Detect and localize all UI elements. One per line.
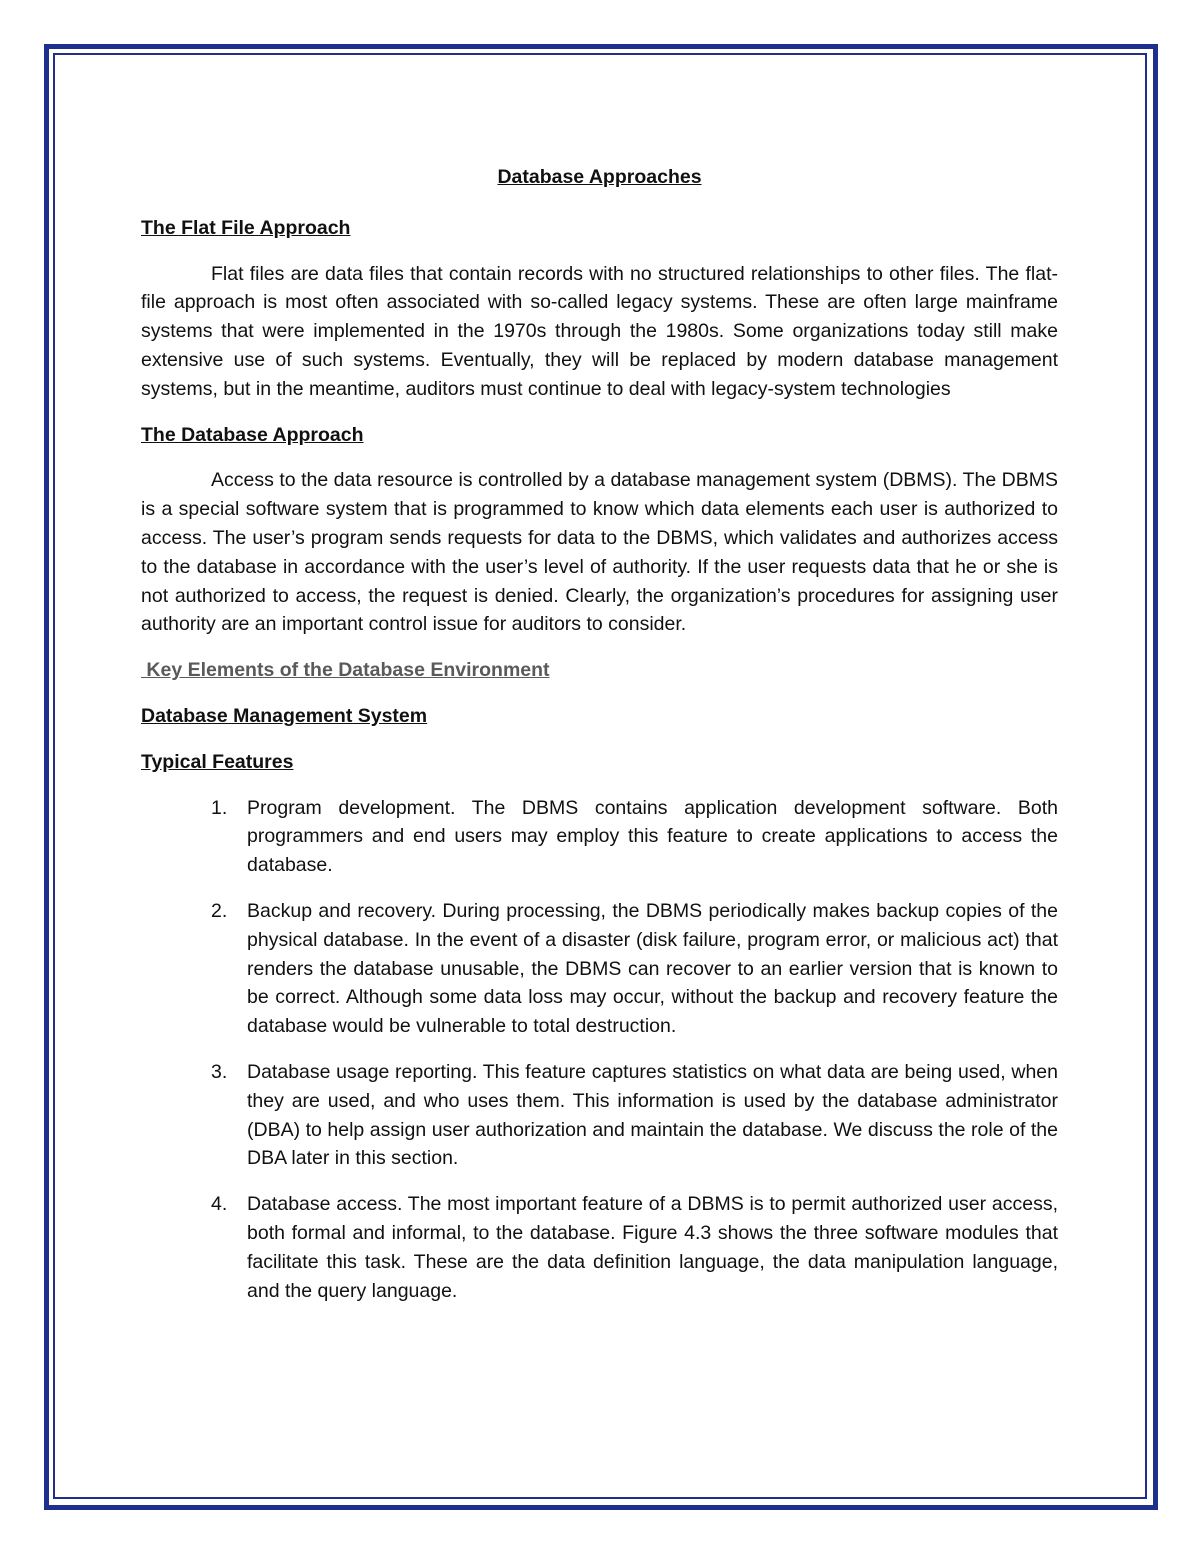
heading-typical-features: Typical Features — [141, 750, 294, 773]
feature-item — [211, 1190, 1058, 1305]
heading-key-elements: Key Elements of the Database Environment — [141, 659, 550, 682]
feature-number: 3. — [211, 1060, 228, 1083]
feature-item — [211, 1058, 1058, 1173]
feature-number: 4. — [211, 1193, 228, 1216]
feature-item — [211, 897, 1058, 1041]
feature-text: Program development. The DBMS contains application development software. Both programmers and end users may employ this feature to create applications to access the database. — [247, 796, 1058, 877]
feature-number: 2. — [211, 899, 228, 922]
typical-features-list — [141, 794, 1058, 1306]
feature-text: Database access. The most important feature of a DBMS is to permit authorized user access, both formal and informal, to the database. Figure 4.3 shows the three software modules that facilitate this task. These are the data definition language, the data manipulation language, and the query language. — [247, 1193, 1058, 1302]
feature-number: 1. — [211, 796, 228, 819]
feature-text: Backup and recovery. During processing, the DBMS periodically makes backup copies of the physical database. In the event of a disaster (disk failure, program error, or malicious act) that renders the database unusable, the DBMS can recover to an earlier version that is known to be correct. Although some data loss may occur, without the backup and recovery feature the database would be vulnerable to total destruction. — [247, 899, 1058, 1038]
feature-text: Database usage reporting. This feature captures statistics on what data are being used, when they are used, and who uses them. This information is used by the database administrator (DBA) to help assign user authorization and maintain the database. We discuss the role of the DBA later in this section. — [247, 1060, 1058, 1170]
paragraph-flat-file-approach: Flat files are data files that contain records with no structured relationships to other files. The flat-file approach is most often associated with so-called legacy systems. These are often large mainframe systems that were implemented in the 1970s through the 1980s. Some organizations today still make extensive use of such systems. Eventually, they will be replaced by modern database management systems, but in the meantime, auditors must continue to deal with legacy-system technologies — [141, 262, 1058, 400]
paragraph-database-approach: Access to the data resource is controlled by a database management system (DBMS). The DBMS is a special software system that is programmed to know which data elements each user is authorized to access. The user’s program sends requests for data to the DBMS, which validates and authorizes access to the database in accordance with the user’s level of authority. If the user requests data that he or she is not authorized to access, the request is denied. Clearly, the organization’s procedures for assigning user authority are an important control issue for auditors to consider. — [141, 469, 1058, 636]
document-body — [141, 163, 1058, 1322]
heading-flat-file-approach: The Flat File Approach — [141, 216, 351, 239]
document-title: Database Approaches — [497, 166, 702, 188]
heading-dbms: Database Management System — [141, 704, 428, 727]
heading-database-approach: The Database Approach — [141, 423, 364, 446]
feature-item — [211, 794, 1058, 880]
